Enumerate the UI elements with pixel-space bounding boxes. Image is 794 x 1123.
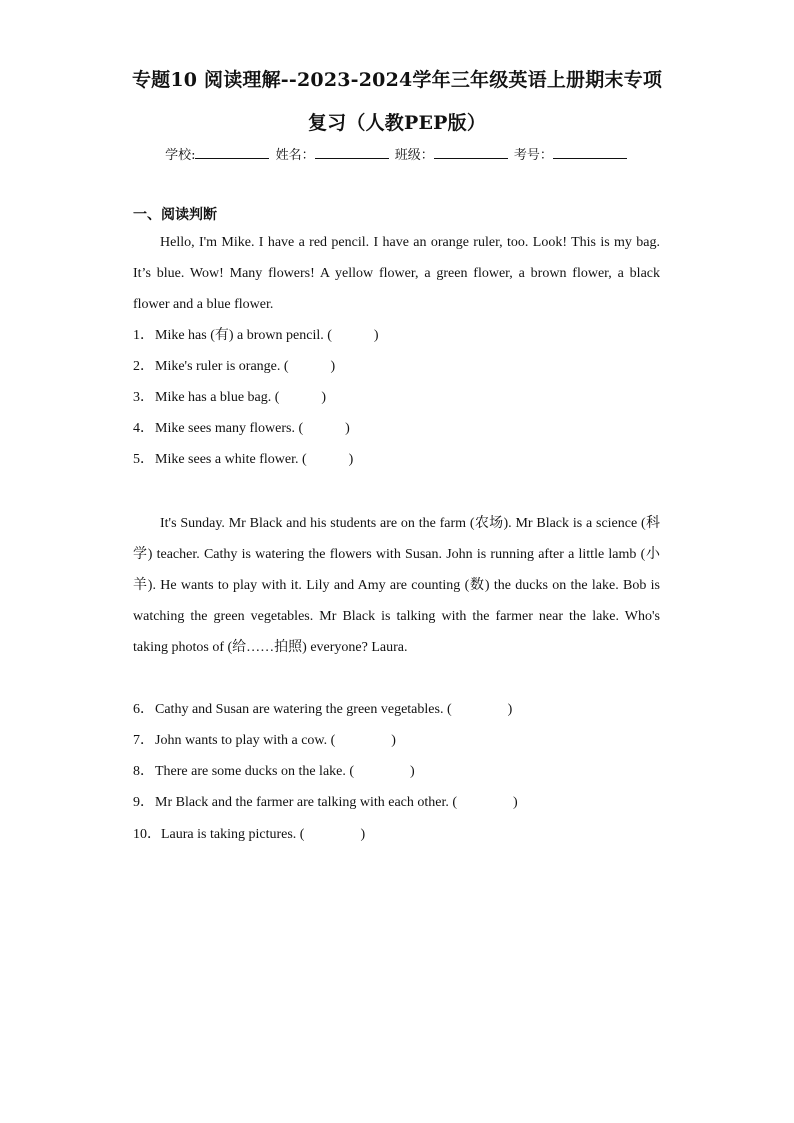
answer-blank[interactable]: ( )	[301, 452, 354, 467]
class-label: 班级：	[394, 148, 434, 163]
question-text: Mike sees many flowers.	[155, 421, 295, 436]
question-number: 5．	[133, 452, 154, 467]
answer-blank[interactable]: ( )	[330, 733, 396, 748]
question-4	[133, 419, 693, 439]
answer-blank[interactable]: ( )	[274, 390, 327, 405]
question-5	[133, 450, 693, 470]
question-number: 2．	[133, 359, 154, 374]
question-text: Mike has a blue bag.	[155, 390, 272, 405]
question-number: 8．	[133, 764, 154, 779]
school-label: 学校:	[165, 148, 196, 163]
answer-blank[interactable]: ( )	[299, 827, 366, 842]
question-2	[133, 357, 693, 377]
answer-blank[interactable]: ( )	[327, 328, 379, 343]
question-6	[133, 700, 693, 720]
question-text: Mike has (有) a brown pencil.	[155, 328, 324, 343]
question-text: John wants to play with a cow.	[155, 733, 328, 748]
question-text: Mr Black and the farmer are talking with each other.	[155, 795, 449, 810]
question-number: 1．	[133, 328, 154, 343]
question-number: 7．	[133, 733, 154, 748]
question-text: There are some ducks on the lake.	[155, 764, 346, 779]
answer-blank[interactable]: ( )	[452, 795, 518, 810]
page-title-line2: 复习（人教PEP版）	[307, 112, 487, 134]
exam-number-blank[interactable]	[553, 145, 627, 159]
question-number: 4．	[133, 421, 154, 436]
question-10	[133, 825, 693, 845]
question-number: 9．	[133, 795, 154, 810]
question-text: Mike sees a white flower.	[155, 452, 299, 467]
answer-blank[interactable]: ( )	[446, 702, 513, 717]
exam-number-label: 考号：	[513, 148, 553, 163]
page-title-line1: 专题10 阅读理解--2023-2024学年三年级英语上册期末专项	[131, 69, 663, 91]
question-3	[133, 388, 693, 408]
reading-passage-1: Hello, I'm Mike. I have a red pencil. I have an orange ruler, too. Look! This is my bag. It’s blue. Wow! Many flowers! A yellow flower, a green flower, a brown flower, a black flower and a blue flower.	[133, 235, 660, 312]
reading-passage-2: It's Sunday. Mr Black and his students are on the farm (农场). Mr Black is a science (科学) teacher. Cathy is watering the flowers with Susan. John is running after a little lamb (小羊). He wants to play with it. Lily and Amy are counting (数) the ducks on the lake. Bob is watching the green vegetables. Mr Black is talking with the farmer near the lake. Who's taking photos of (给……拍照) everyone? Laura.	[133, 516, 660, 655]
answer-blank[interactable]: ( )	[349, 764, 415, 779]
answer-blank[interactable]: ( )	[298, 421, 350, 436]
question-text: Cathy and Susan are watering the green vegetables.	[155, 702, 444, 717]
question-9	[133, 793, 693, 813]
question-number: 6．	[133, 702, 154, 717]
name-label: 姓名：	[275, 148, 315, 163]
question-text: Mike's ruler is orange.	[155, 359, 281, 374]
question-number: 3．	[133, 390, 154, 405]
school-blank[interactable]	[195, 145, 269, 159]
section-heading: 一、阅读判断	[133, 207, 217, 223]
question-1	[133, 326, 693, 346]
question-8	[133, 762, 693, 782]
question-7	[133, 731, 693, 751]
class-blank[interactable]	[434, 145, 508, 159]
question-text: Laura is taking pictures.	[161, 827, 297, 842]
answer-blank[interactable]: ( )	[283, 359, 336, 374]
question-number: 10．	[133, 827, 161, 842]
student-info-row	[0, 145, 794, 165]
name-blank[interactable]	[315, 145, 389, 159]
